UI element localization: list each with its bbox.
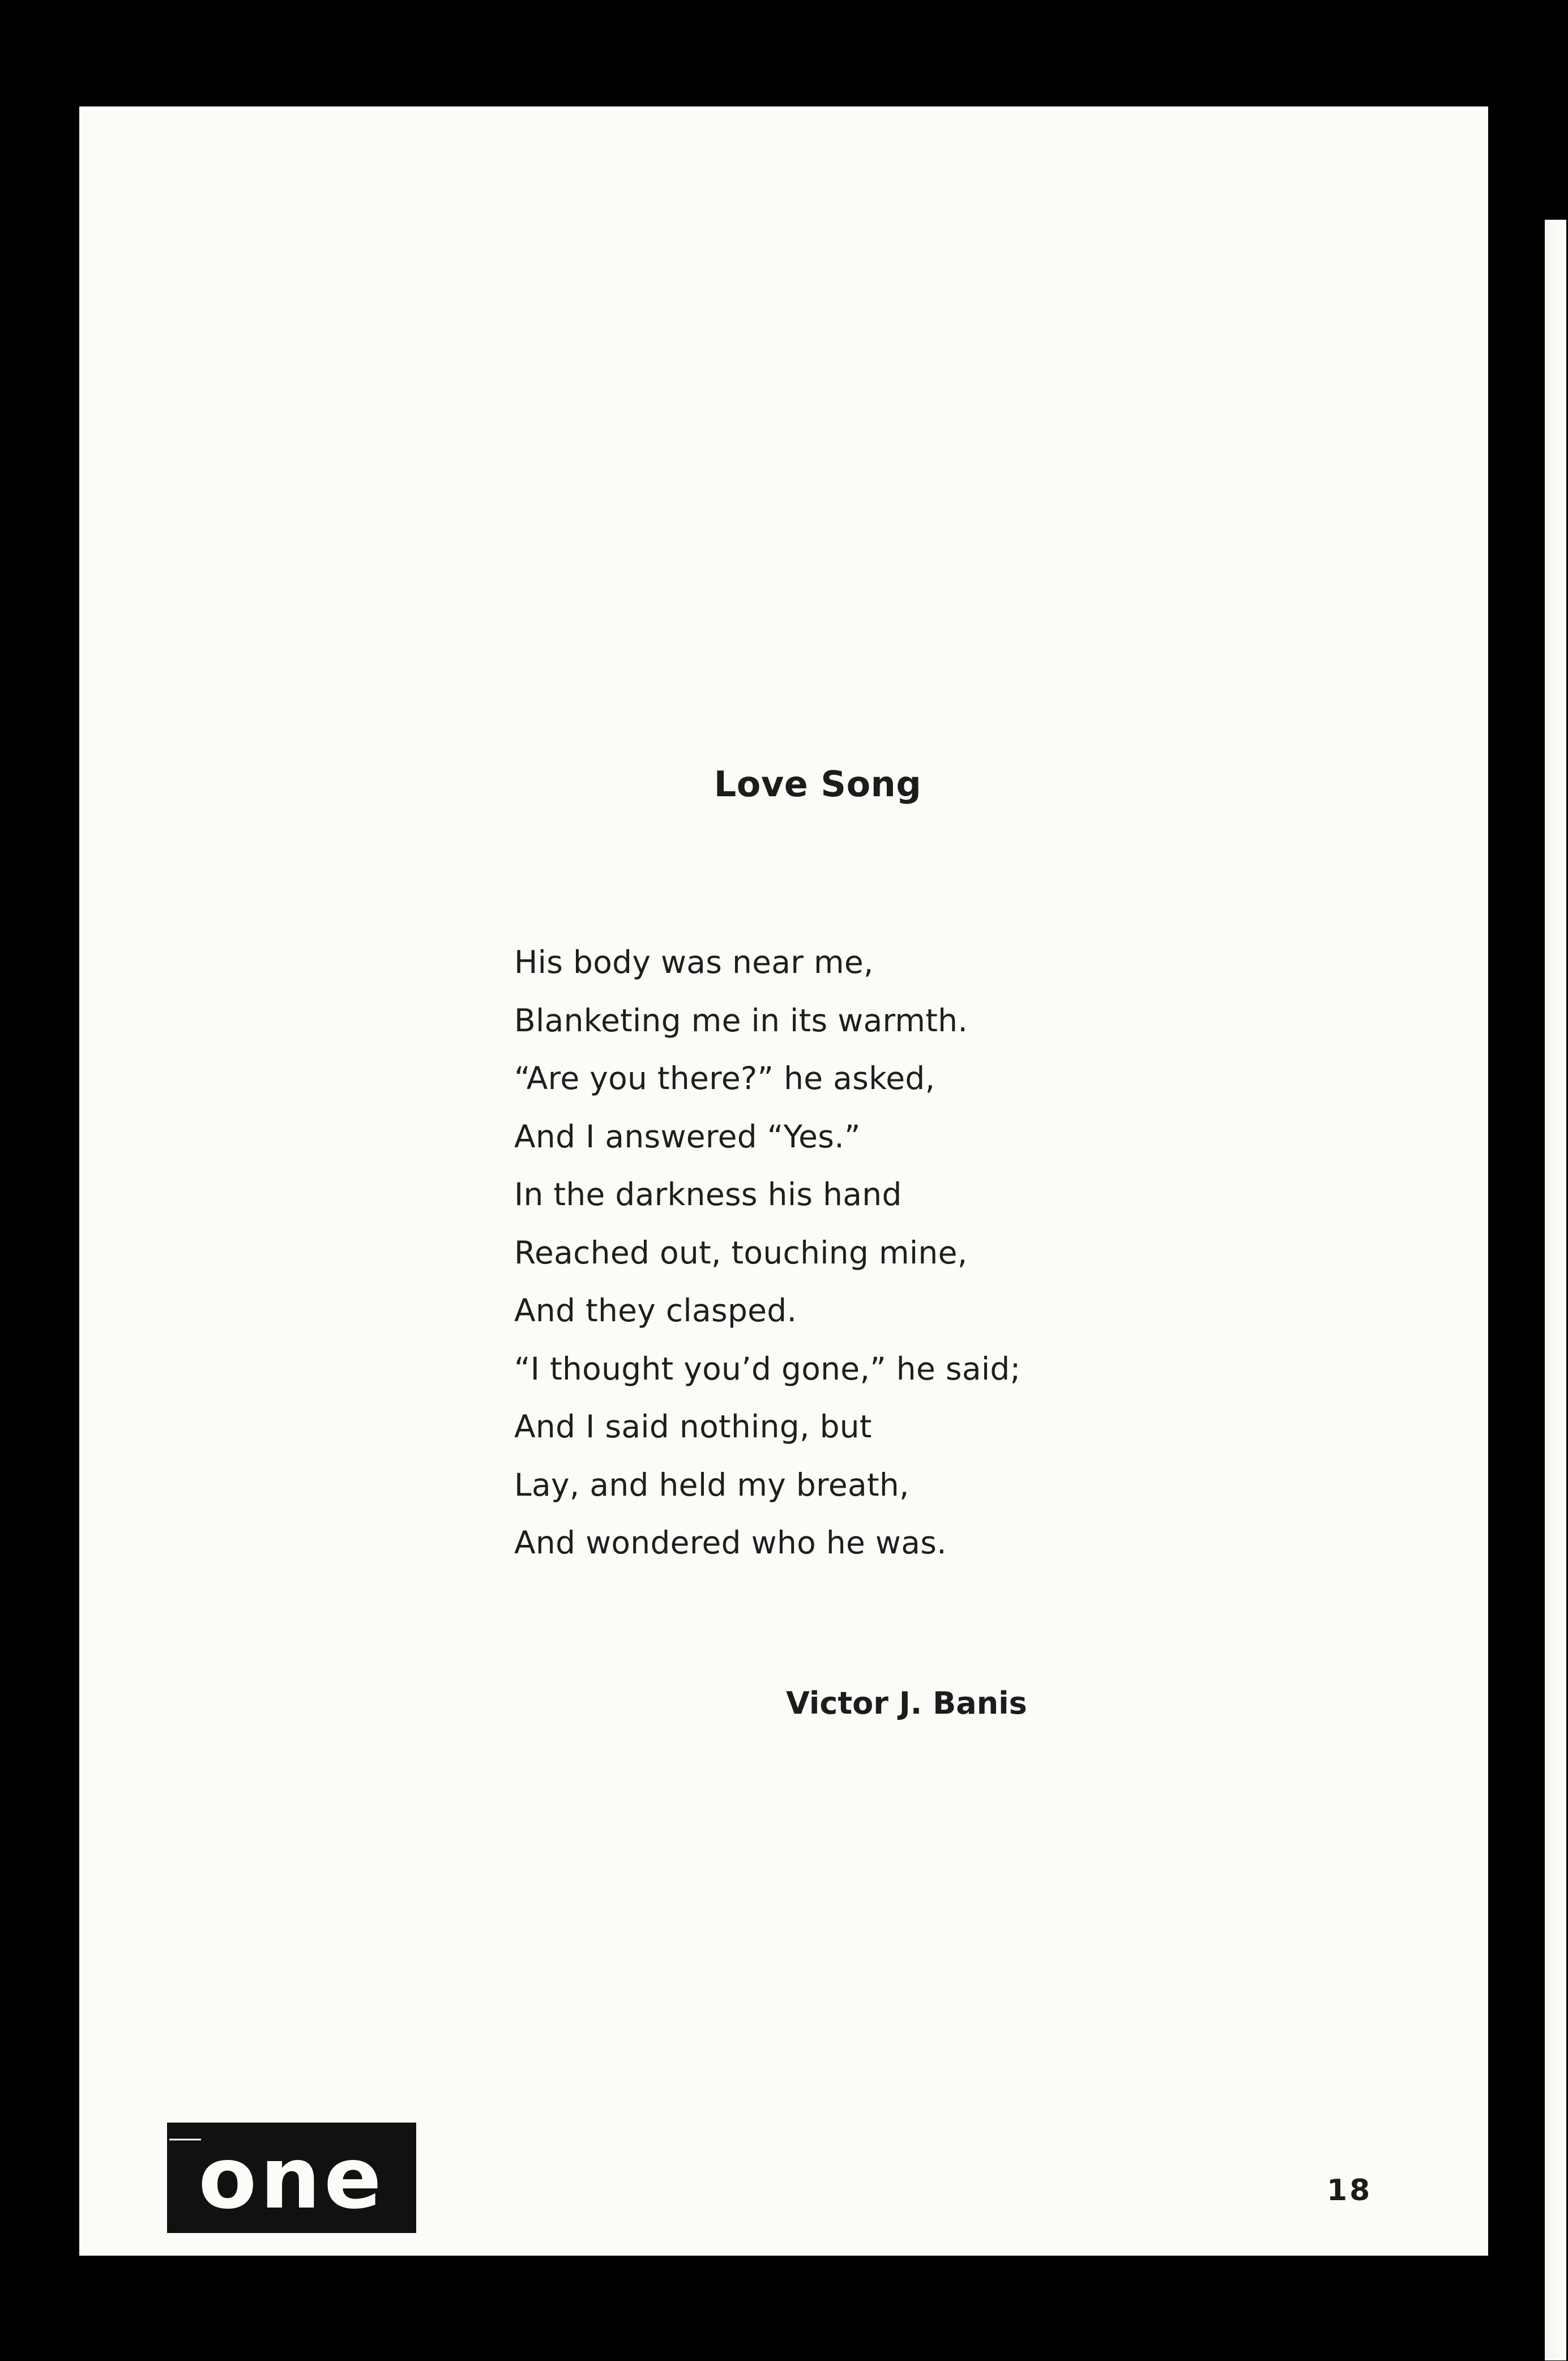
poem-line: “I thought you’d gone,” he said;	[514, 1350, 1021, 1387]
poem-line: Blanketing me in its warmth.	[514, 1002, 968, 1039]
poem-author: Victor J. Banis	[786, 1685, 1027, 1721]
poem-line: “Are you there?” he asked,	[514, 1060, 935, 1096]
poem-line: And wondered who he was.	[514, 1525, 947, 1561]
poem-body	[514, 933, 1020, 1572]
magazine-page	[79, 106, 1488, 2256]
page-number: 18	[1327, 2174, 1373, 2208]
one-magazine-logo	[167, 2123, 416, 2233]
poem-line: His body was near me,	[514, 944, 874, 980]
poem-line: In the darkness his hand	[514, 1176, 902, 1212]
page-edge	[1545, 220, 1566, 2360]
poem-line: And I answered “Yes.”	[514, 1118, 861, 1155]
poem-line: And I said nothing, but	[514, 1408, 872, 1445]
poem-line: And they clasped.	[514, 1292, 797, 1329]
poem-title: Love Song	[713, 763, 922, 805]
poem-line: Lay, and held my breath,	[514, 1466, 909, 1503]
logo-text: one	[198, 2129, 385, 2228]
poem-line: Reached out, touching mine,	[514, 1234, 968, 1271]
